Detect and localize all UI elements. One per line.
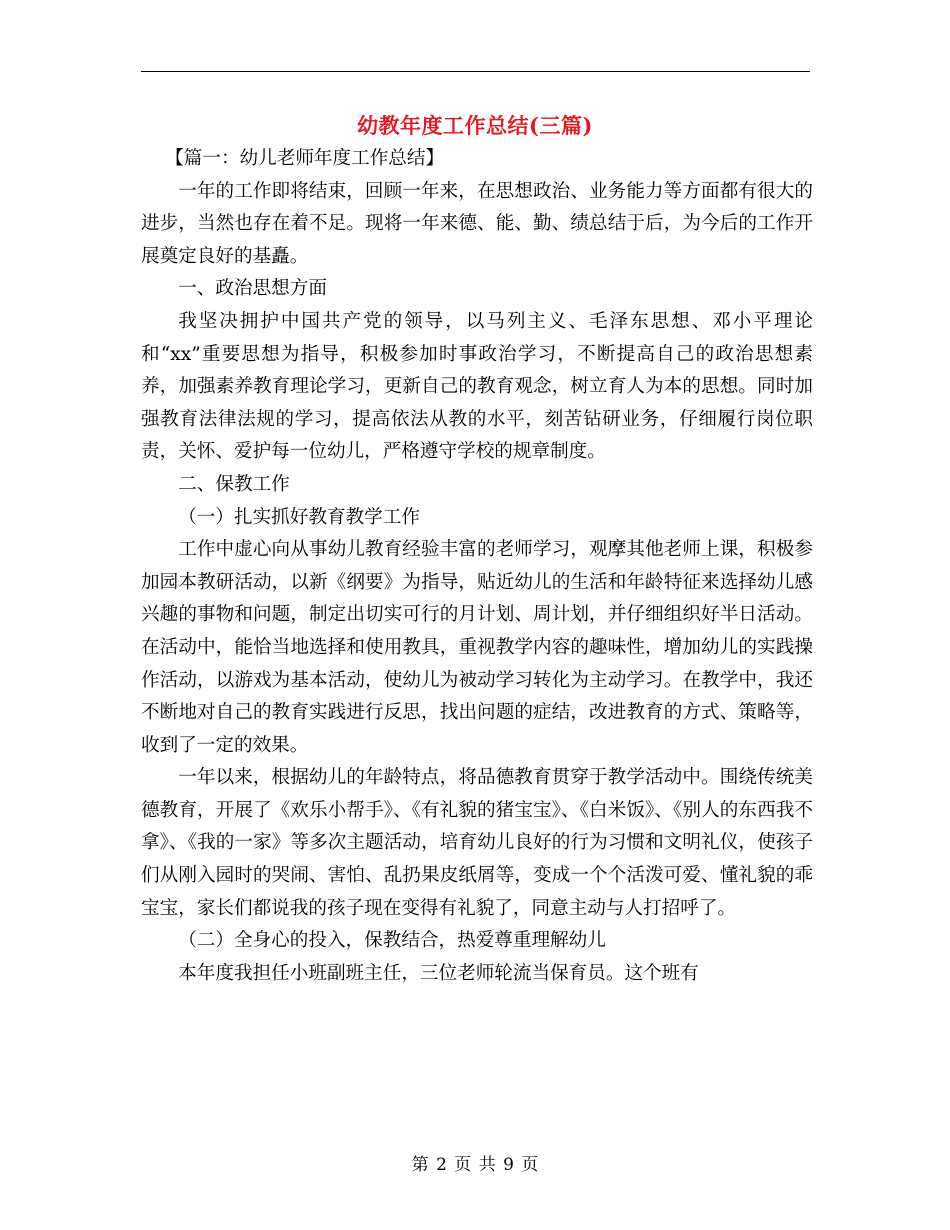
subheading-full-devotion: （二）全身心的投入，保教结合，热爱尊重理解幼儿 (178, 930, 606, 952)
political-thought-paragraph: 我坚决拥护中国共产党的领导，以马列主义、毛泽东思想、邓小平理论和“xx”重要思想为指导，积极参加时事政治学习，不断提高自己的政治思想素养，加强素养教育理论学习，更新自己的教育观念，树立育人为本的思想。同时加强教育法律法规的学习，提高依法从教的水平，刻苦钻研业务，仔细履行岗位职责，关怀、爱护每一位幼儿，严格遵守学校的规章制度。 (141, 310, 813, 463)
intro-paragraph: 一年的工作即将结束，回顾一年来，在思想政治、业务能力等方面都有很大的进步，当然也存在着不足。现将一年来德、能、勤、绩总结于后，为今后的工作开展奠定良好的基矗。 (141, 180, 813, 267)
heading-political-thought: 一、政治思想方面 (178, 278, 327, 300)
page-number-footer: 第 2 页 共 9 页 (411, 1155, 539, 1175)
document-title: 幼教年度工作总结(三篇) (357, 113, 593, 138)
section-heading-part-one: 【篇一：幼儿老师年度工作总结】 (165, 148, 445, 169)
document-body (141, 143, 813, 990)
class-assignment-paragraph: 本年度我担任小班副班主任，三位老师轮流当保育员。这个班有 (178, 962, 699, 984)
teaching-work-paragraph: 工作中虚心向从事幼儿教育经验丰富的老师学习，观摩其他老师上课，积极参加园本教研活动，以新《纲要》为指导，贴近幼儿的生活和年龄特征来选择幼儿感兴趣的事物和问题，制定出切实可行的月计划、周计划，并仔细组织好半日活动。在活动中，能恰当地选择和使用教具，重视教学内容的趣味性，增加幼儿的实践操作活动，以游戏为基本活动，使幼儿为被动学习转化为主动学习。在教学中，我还不断地对自己的教育实践进行反思，找出问题的症结，改进教育的方式、策略等，收到了一定的效果。 (141, 539, 813, 756)
heading-care-education-work: 二、保教工作 (178, 473, 290, 495)
header-rule (141, 71, 810, 72)
subheading-teaching-work: （一）扎实抓好教育教学工作 (178, 506, 420, 528)
moral-education-paragraph: 一年以来，根据幼儿的年龄特点，将品德教育贯穿于教学活动中。围绕传统美德教育，开展了《欢乐小帮手》、《有礼貌的猪宝宝》、《白米饭》、《别人的东西我不拿》、《我的一家》等多次主题活动，培育幼儿良好的行为习惯和文明礼仪，使孩子们从刚入园时的哭闹、害怕、乱扔果皮纸屑等，变成一个个活泼可爱、懂礼貌的乖宝宝，家长们都说我的孩子现在变得有礼貌了，同意主动与人打招呼了。 (141, 767, 813, 919)
